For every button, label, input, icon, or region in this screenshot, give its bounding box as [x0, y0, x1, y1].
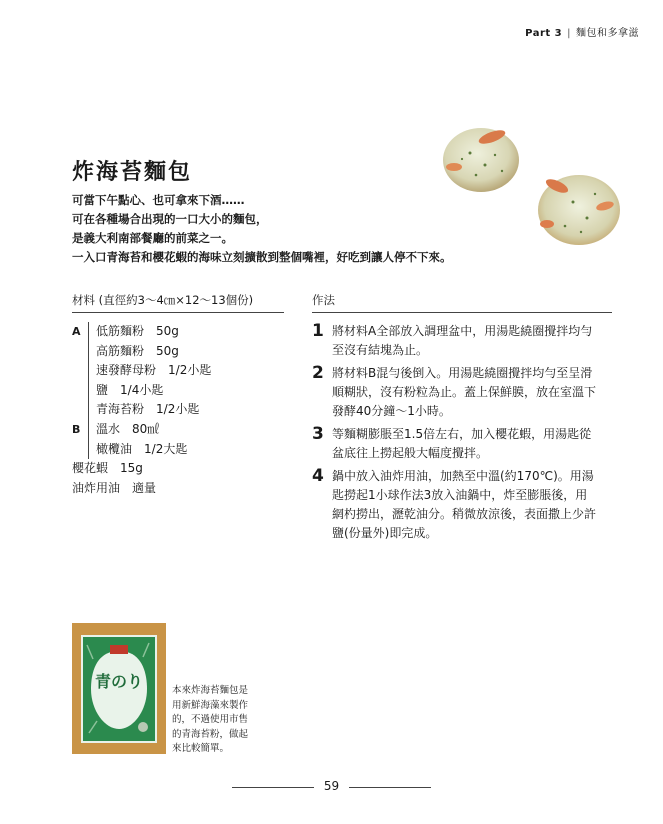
ingredient-name: 鹽 [96, 382, 109, 397]
footer-rule-right [349, 787, 431, 788]
chapter-label: 麵包和多拿滋 [576, 28, 639, 39]
step-line: 盆底往上撈起般大幅度攪拌。 [332, 446, 489, 460]
part-label: Part 3 [525, 28, 563, 39]
ingredient-row [72, 479, 282, 499]
ingredient-name: 油炸用油 [72, 480, 121, 495]
ingredient-row [96, 361, 211, 381]
seaweed-packet-photo [72, 623, 166, 754]
ingredient-row [96, 400, 211, 420]
header-separator: | [567, 28, 571, 39]
caption-line: 的，不過使用市售 [172, 714, 249, 725]
ingredient-name: 青海苔粉 [96, 402, 145, 417]
fritter-photo-right [535, 172, 623, 248]
page-number: 59 [323, 779, 340, 793]
intro-line: 一入口青海苔和櫻花蝦的海味立刻擴散到整個嘴裡，好吃到讓人停不下來。 [72, 250, 452, 264]
seaweed-packet [81, 635, 157, 743]
ingredient-amount: 適量 [132, 480, 157, 495]
caption-line: 來比較簡單。 [172, 743, 230, 754]
caption-line: 本來炸海苔麵包是 [172, 685, 249, 696]
step-line: 鍋中放入油炸用油，加熱至中溫(約170℃)。用湯 [332, 469, 594, 483]
ingredient-group-a [72, 322, 282, 420]
method-step [312, 467, 612, 543]
step-line: 發酵40分鐘～1小時。 [332, 404, 451, 418]
ingredient-amount: 15g [120, 461, 143, 476]
ingredient-name: 櫻花蝦 [72, 461, 109, 476]
running-header [525, 24, 639, 39]
step-line: 順糊狀，沒有粉粒為止。蓋上保鮮膜，放在室溫下 [332, 385, 597, 399]
packet-label: 青のり [94, 672, 143, 691]
ingredient-amount: 1/2大匙 [144, 441, 188, 456]
recipe-title: 炸海苔麵包 [72, 160, 193, 185]
step-number: 4 [312, 466, 324, 486]
ingredients-divider [72, 312, 284, 313]
ingredient-row [96, 420, 187, 440]
ingredient-name: 低筋麵粉 [96, 324, 145, 338]
method-steps [312, 322, 612, 547]
step-number: 3 [312, 424, 324, 444]
fritter-photo-left [440, 125, 522, 195]
ingredient-amount: 50g [156, 324, 179, 338]
method-step [312, 364, 612, 421]
step-line: 匙撈起1小球作法3放入油鍋中，炸至膨脹後，用 [332, 488, 588, 502]
photo-caption [172, 684, 248, 757]
ingredient-name: 高筋麵粉 [96, 343, 145, 358]
recipe-intro [72, 191, 452, 267]
ingredient-row [96, 381, 211, 401]
step-line: 將材料B混勻後倒入。用湯匙繞圈攪拌均勻至呈滑 [332, 366, 593, 380]
method-heading: 作法 [312, 293, 335, 307]
step-line: 將材料A全部放入調理盆中，用湯匙繞圈攪拌均勻 [332, 324, 593, 338]
step-line: 至沒有結塊為止。 [332, 343, 429, 357]
intro-line: 是義大利南部餐廳的前菜之一。 [72, 231, 233, 245]
ingredient-amount: 50g [156, 343, 179, 358]
ingredient-amount: 80㎖ [132, 421, 160, 436]
method-step [312, 322, 612, 360]
step-line: 網杓撈出，瀝乾油分。稍微放涼後，表面撒上少許 [332, 507, 597, 521]
step-line: 鹽(份量外)即完成。 [332, 526, 438, 540]
intro-line: 可在各種場合出現的一口大小的麵包， [72, 212, 268, 226]
ingredient-name: 橄欖油 [96, 441, 133, 456]
method-step [312, 425, 612, 463]
ingredient-name: 溫水 [96, 421, 121, 436]
ingredient-amount: 1/2小匙 [156, 402, 200, 417]
ingredient-row [96, 322, 211, 342]
method-divider [312, 312, 612, 313]
ingredient-amount: 1/2小匙 [168, 363, 212, 378]
ingredient-name: 速發酵母粉 [96, 363, 157, 378]
caption-line: 用新鮮海藻來製作 [172, 699, 249, 711]
ingredient-group-b [72, 420, 282, 459]
ingredients-heading: 材料 (直徑約3～4㎝×12～13個份) [72, 293, 254, 307]
ingredient-amount: 1/4小匙 [120, 382, 164, 397]
step-number: 2 [312, 363, 324, 383]
group-label: B [72, 422, 81, 436]
step-number: 1 [312, 321, 324, 341]
ingredient-row [96, 440, 187, 460]
intro-line: 可當下午點心、也可拿來下酒…… [72, 193, 245, 207]
group-label: A [72, 325, 81, 338]
ingredients-list [72, 322, 282, 498]
step-line: 等麵糊膨脹至1.5倍左右，加入櫻花蝦，用湯匙從 [332, 427, 592, 441]
ingredient-row [96, 342, 211, 362]
caption-line: 的青海苔粉，做起 [172, 728, 249, 740]
ingredient-row [72, 459, 282, 479]
